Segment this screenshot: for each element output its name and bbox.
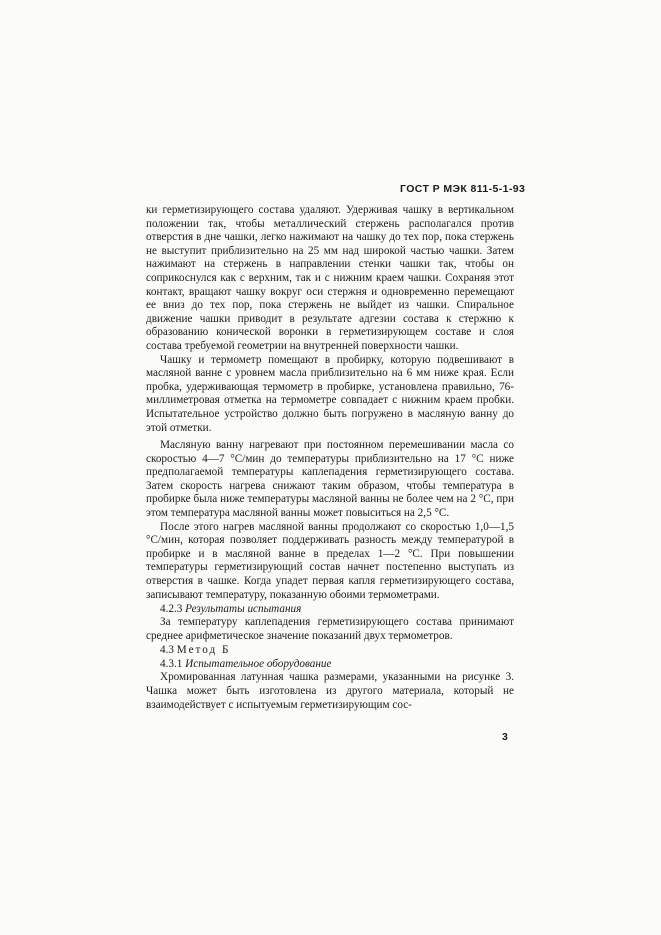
body-text [146,204,514,712]
paragraph-oil-bath-heating: Масляную ванну нагревают при постоянном перемешивании масла со скоростью 4—7 °С/мин до температуры приблизительно на 17 °С ниже предполагаемой температуры каплепадения герметизирующего состава. Затем скорость нагрева снижают таким образом, чтобы температура в пробирке была ниже температуры масляной ванны не более чем на 2 °С, при этом температура масляной ванны может повыситься на 2,5 °С. [146,439,514,520]
section-heading-4-3-1 [146,657,514,671]
section-title: Результаты испытания [185,603,302,616]
section-number: 4.2.3 [160,603,183,616]
section-number: 4.3 [160,644,174,657]
document-header: ГОСТ Р МЭК 811-5-1-93 [400,183,526,195]
paragraph-equipment: Хромированная латунная чашка размерами, указанными на рисунке 3. Чашка может быть изготовлена из другого материала, который не взаимодействует с испытуемым герметизирующим сос- [146,671,514,711]
section-title: Испытательное оборудование [185,658,332,671]
section-heading-4-3 [146,643,514,657]
paragraph-results: За температуру каплепадения герметизирующего состава принимают среднее арифметическое значение показаний двух термометров. [146,616,514,642]
page-number: 3 [502,731,508,743]
section-title: Метод Б [176,644,231,657]
paragraph-cup-preparation: ки герметизирующего состава удаляют. Удерживая чашку в вертикальном положении так, чтобы металлический стержень располагался против отверстия в дне чашки, легко нажимают на чашку до тех пор, пока стержень не выступит приблизительно на 25 мм над широкой частью чашки. Затем нажимают на стержень в направлении стенки чашки так, чтобы он соприкоснулся как с верхним, так и с нижним краем чашки. Сохраняя этот контакт, вращают чашку вокруг оси стержня и одновременно перемещают ее вниз до тех пор, пока стержень не выйдет из чашки. Спиральное движение чашки приводит в результате адгезии состава к стержню к образованию конической воронки в герметизирующем составе и слоя состава требуемой геометрии на внутренней поверхности чашки. [146,204,514,352]
section-number: 4.3.1 [160,658,183,671]
section-heading-4-2-3 [146,602,514,616]
paragraph-continued-heating: После этого нагрев масляной ванны продолжают со скоростью 1,0—1,5 °С/мин, которая позволяет поддерживать разность между температурой в пробирке и в масляной ванне в пределах 1—2 °С. При повышении температуры герметизирующий состав начнет постепенно выступать из отверстия в чашке. Когда упадет первая капля герметизирующего состава, записывают температуру, показанную обоими термометрами. [146,520,514,601]
paragraph-cup-placement: Чашку и термометр помещают в пробирку, которую подвешивают в масляной ванне с уровнем масла приблизительно на 6 мм ниже края. Если пробка, удерживающая термометр в пробирке, установлена правильно, 76-миллиметровая отметка на термометре совпадает с нижним краем пробки. Испытательное устройство должно быть погружено в масляную ванну до этой отметки. [146,353,514,434]
